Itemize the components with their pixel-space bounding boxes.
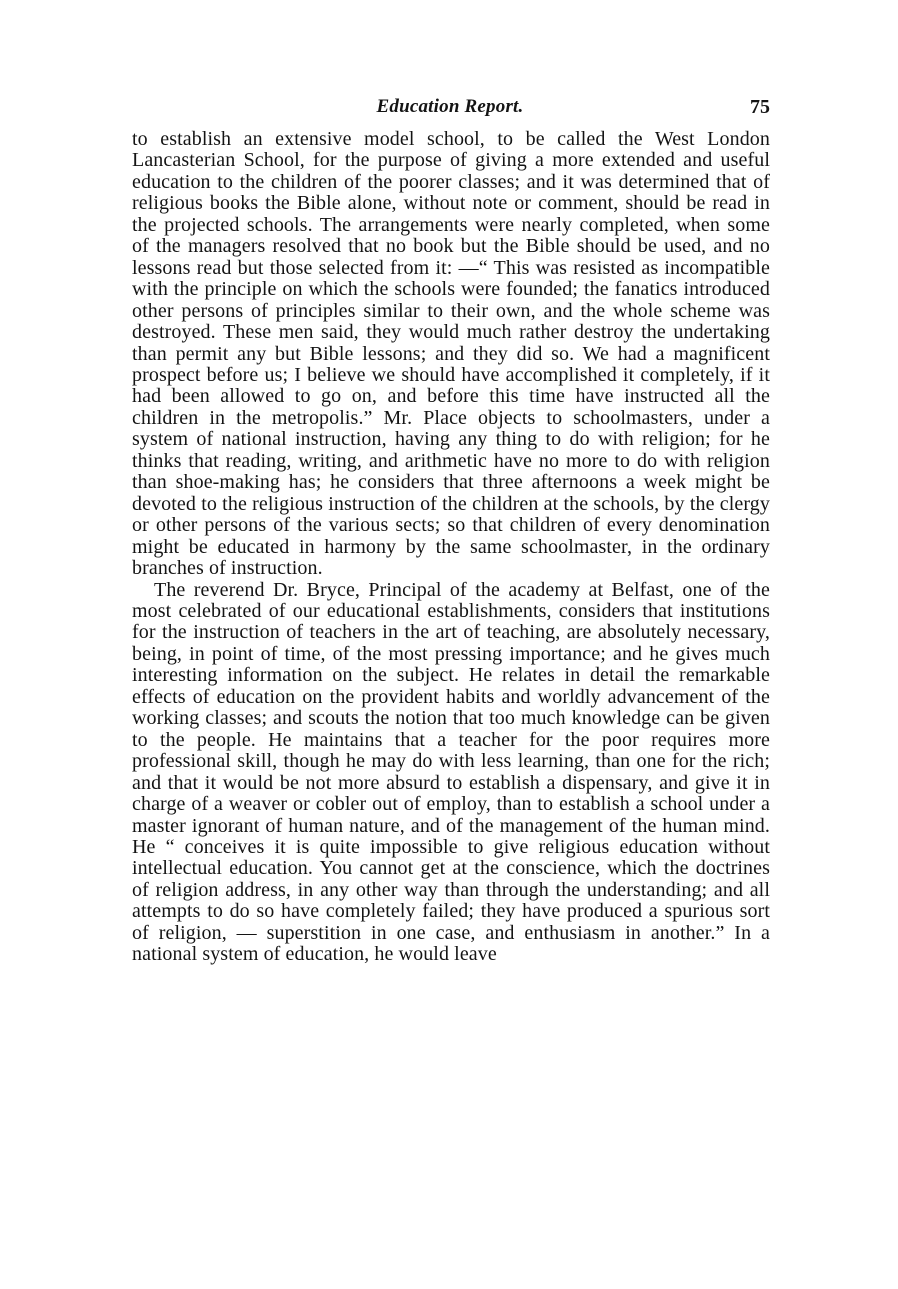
page-number: 75 — [750, 96, 770, 118]
running-head — [130, 96, 770, 124]
body-text — [132, 129, 770, 966]
paragraph-continued: to establish an extensive model school, to be called the West London Lancasterian School, for the purpose of giving a more extended and useful education to the children of the poorer classes; and it was determined that of religious books the Bible alone, without note or comment, should be read in the projected schools. The arrangements were nearly completed, when some of the managers resolved that no book but the Bible should be used, and no lessons read but those selected from it: —“ This was resisted as incompatible with the principle on which the schools were founded; the fanatics introduced other persons of principles similar to their own, and the whole scheme was destroyed. These men said, they would much rather destroy the undertaking than permit any but Bible lessons; and they did so. We had a magnificent prospect before us; I believe we should have accomplished it completely, if it had been allowed to go on, and before this time have instructed all the children in the metropolis.” Mr. Place objects to schoolmasters, under a system of national instruction, having any thing to do with religion; for he thinks that reading, writing, and arithmetic have no more to do with religion than shoe-making has; he considers that three afternoons a week might be devoted to the religious instruction of the children at the schools, by the clergy or other persons of the various sects; so that children of every denomination might be educated in harmony by the same schoolmaster, in the ordinary branches of instruction. — [132, 128, 770, 580]
paragraph-bryce: The reverend Dr. Bryce, Principal of the academy at Belfast, one of the most celebrated of our educational establishments, considers that institutions for the instruction of teachers in the art of teaching, are absolutely necessary, being, in point of time, of the most pressing importance; and he gives much interesting information on the subject. He relates in detail the remarkable effects of education on the provident habits and worldly advancement of the working classes; and scouts the notion that too much knowledge can be given to the people. He maintains that a teacher for the poor requires more professional skill, though he may do with less learning, than one for the rich; and that it would be not more absurd to establish a dispensary, and give it in charge of a weaver or cobler out of employ, than to establish a school under a master ignorant of human nature, and of the management of the human mind. He “ conceives it is quite impossible to give religious education without intellectual education. You cannot get at the conscience, which the doctrines of religion address, in any other way than through the understanding; and all attempts to do so have completely failed; they have produced a spurious sort of religion, — superstition in one case, and enthusiasm in another.” In a national system of education, he would leave — [132, 578, 770, 966]
running-title: Education Report. — [376, 96, 524, 117]
